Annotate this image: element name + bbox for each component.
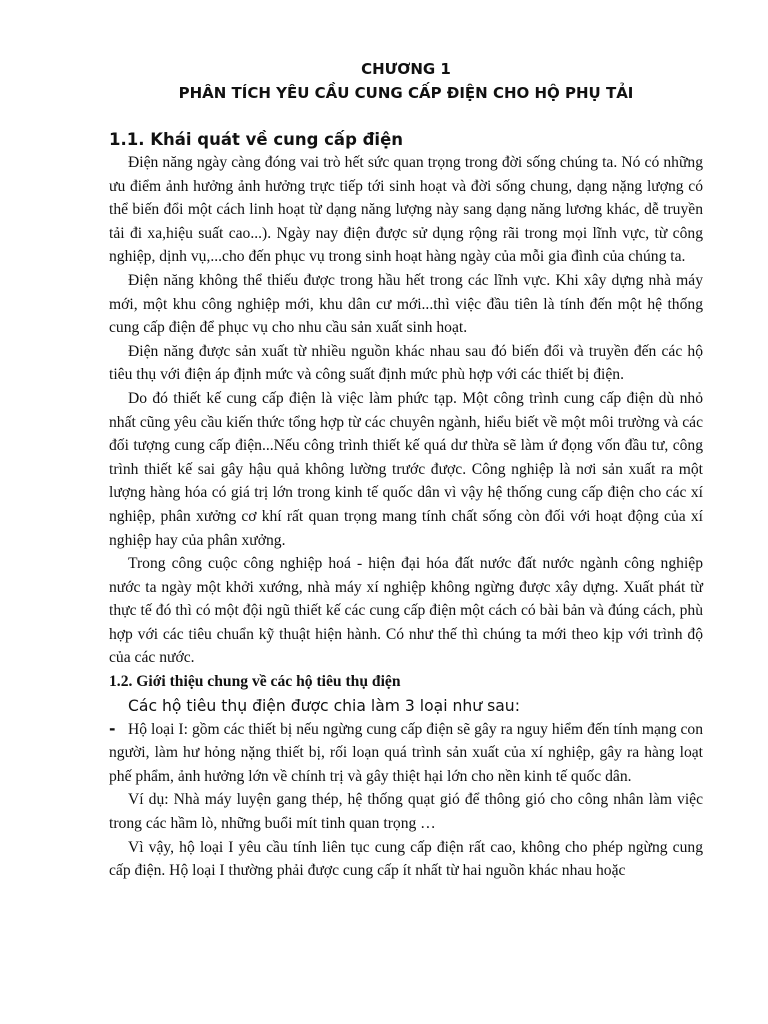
document-page: [109, 58, 703, 883]
paragraph: Điện năng ngày càng đóng vai trò hết sức quan trọng trong đời sống chúng ta. Nó có những ưu điểm ảnh hưởng ảnh hưởng trực tiếp tới sinh hoạt và đời sống chung, dạng nặng lượng có thể biến đổi một cách linh hoạt từ dạng năng lượng này sang dạng năng lương khác, dễ truyền tải đi xa,hiệu suất cao...). Ngày nay điện được sử dụng rộng rãi trong mọi lĩnh vực, từ công nghiệp, dịnh vụ,...cho đến phục vụ trong sinh hoạt hàng ngày của mỗi gia đình của chúng ta.: [109, 154, 703, 266]
chapter-number: CHƯƠNG 1: [361, 60, 451, 78]
paragraph: Do đó thiết kế cung cấp điện là việc làm phức tạp. Một công trình cung cấp điện dù nhỏ nhất cũng yêu cầu kiến thức tổng hợp từ các chuyên ngành, hiểu biết về một môi trường và các đối tượng cung cấp điện...Nếu công trình thiết kế quá dư thừa sẽ làm ứ đọng vốn đầu tư, công trình thiết kế sai gây hậu quả không lường trước được. Công nghiệp là nơi sản xuất ra một lượng hàng hóa có giá trị lớn trong kinh tế quốc dân vì vậy hệ thống cung cấp điện cho các xí nghiệp, phân xưởng cơ khí rất quan trọng mang tính chất sống còn đối với hoạt động của xí nghiệp hay của phân xưởng.: [109, 389, 703, 549]
section-1-2-intro: Các hộ tiêu thụ điện được chia làm 3 loại như sau:: [128, 696, 520, 715]
paragraph: Ví dụ: Nhà máy luyện gang thép, hệ thống quạt gió để thông gió cho công nhân làm việc trong các hầm lò, những buổi mít tinh quan trọng …: [109, 791, 703, 833]
paragraph: Điện năng được sản xuất từ nhiều nguồn khác nhau sau đó biến đổi và truyền đến các hộ tiêu thụ với điện áp định mức và công suất định mức phù hợp với các thiết bị điện.: [109, 342, 703, 384]
paragraph: Điện năng không thể thiếu được trong hầu hết trong các lĩnh vực. Khi xây dựng nhà máy mới, một khu công nghiệp mới, khu dân cư mới...thì việc đầu tiên là tính đến một hệ thống cung cấp điện để phục vụ cho nhu cầu sản xuất sinh hoạt.: [109, 271, 703, 337]
section-1-1-heading: 1.1. Khái quát về cung cấp điện: [109, 130, 404, 149]
bullet-text: Hộ loại I: gồm các thiết bị nếu ngừng cung cấp điện sẽ gây ra nguy hiểm đến tính mạng con người, làm hư hỏng nặng thiết bị, rối loạn quá trình sản xuất của xí nghiệp, gây ra hàng loạt phế phẩm, ảnh hưởng lớn về chính trị và gây thiệt hại lớn cho nền kinh tế quốc dân.: [109, 720, 703, 785]
chapter-title: PHÂN TÍCH YÊU CẦU CUNG CẤP ĐIỆN CHO HỘ PHỤ TẢI: [178, 84, 634, 102]
section-1-2-heading: 1.2. Giới thiệu chung về các hộ tiêu thụ điện: [109, 673, 401, 691]
bullet-mark: -: [109, 719, 116, 738]
bullet-item: [109, 718, 703, 789]
paragraph: Vì vậy, hộ loại I yêu cầu tính liên tục cung cấp điện rất cao, không cho phép ngừng cung cấp điện. Hộ loại I thường phải được cung cấp ít nhất từ hai nguồn khác nhau hoặc: [109, 838, 703, 880]
paragraph: Trong công cuộc công nghiệp hoá - hiện đại hóa đất nước đất nước ngành công nghiệp nước ta ngày một khởi xướng, nhà máy xí nghiệp không ngừng được xây dựng. Xuất phát từ thực tế đó thì có một đội ngũ thiết kế các cung cấp điện một cách có bài bản và đúng cách, phù hợp với các tiêu chuẩn kỹ thuật hiện hành. Có như thế thì chúng ta mới theo kịp với trình độ của các nước.: [109, 555, 703, 667]
